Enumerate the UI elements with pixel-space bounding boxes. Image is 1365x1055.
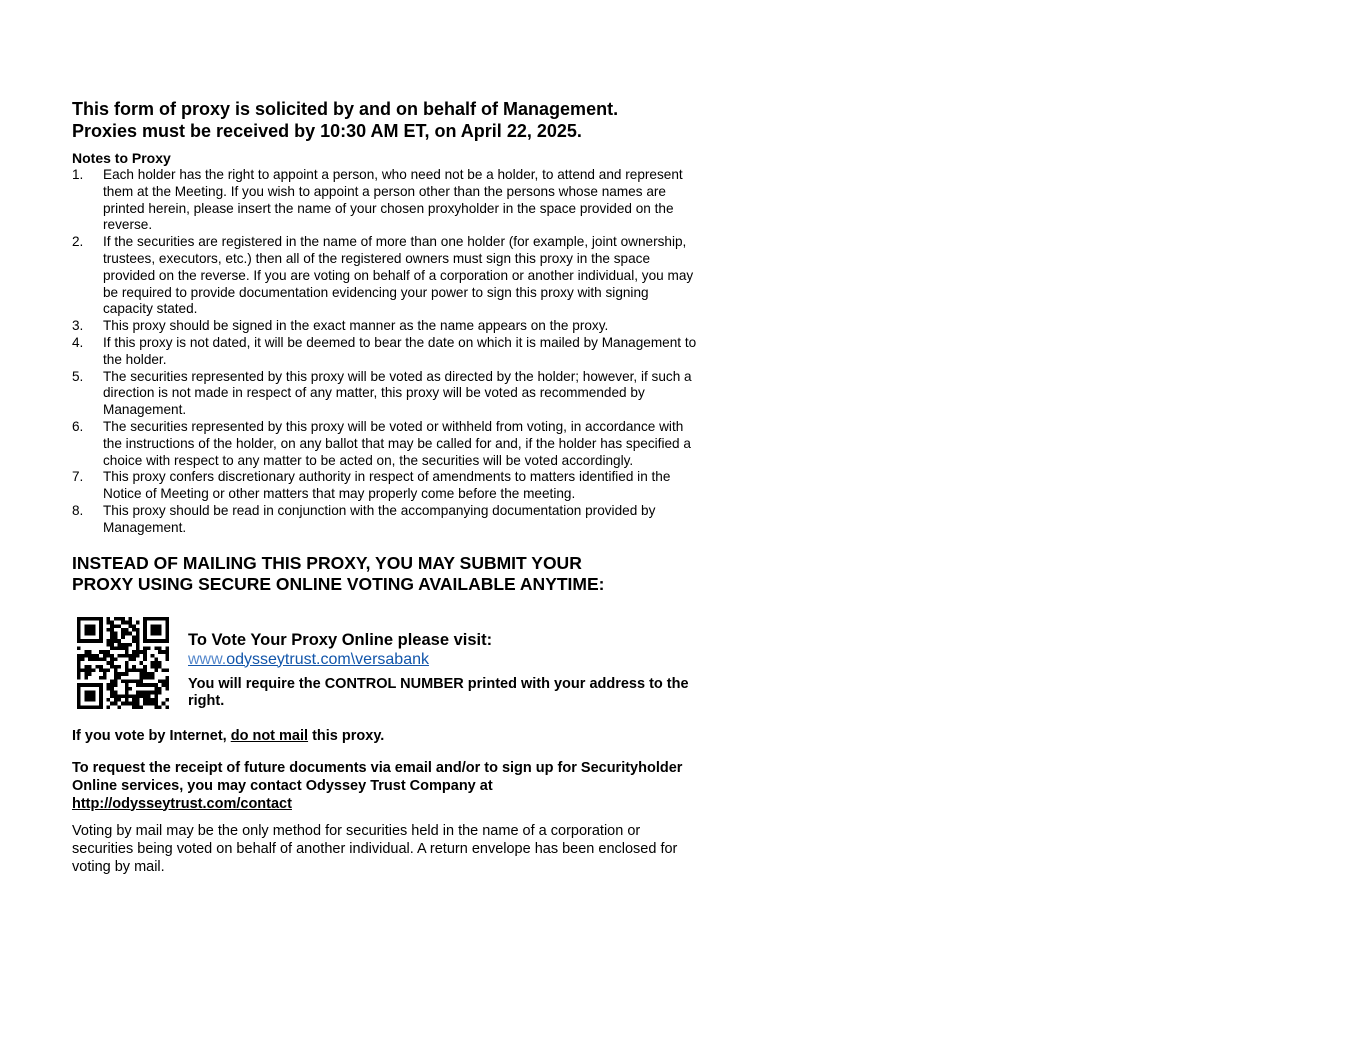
headline-solicited: This form of proxy is solicited by and on behalf of Management. [72, 99, 619, 119]
control-number-note: You will require the CONTROL NUMBER printed with your address to the right. [188, 675, 689, 710]
online-voting-link-line [188, 650, 708, 670]
note-text: The securities represented by this proxy will be voted or withheld from voting, in accordance with the instructions of the holder, on any ballot that may be called for and, if the holder has specified a choice with respect to any matter to be acted on, the securities will be voted accordingly. [103, 418, 691, 468]
note-text: Each holder has the right to appoint a person, who need not be a holder, to attend and represent them at the Meeting. If you wish to appoint a person other than the persons whose names are printed herein, please insert the name of your chosen proxyholder in the space provided on the reverse. [103, 167, 683, 233]
note-text: This proxy confers discretionary authority in respect of amendments to matters identified in the Notice of Meeting or other matters that may properly come before the meeting. [103, 469, 671, 502]
request-note-text: To request the receipt of future documents via email and/or to sign up for Securityholder Online services, you may contact Odyssey Trust Company at [72, 759, 683, 794]
proxy-form-back [72, 98, 702, 876]
internet-vote-note [72, 727, 702, 745]
notes-title: Notes to Proxy [72, 150, 171, 166]
online-voting-link-rest: odysseytrust.com\versabank [226, 650, 429, 668]
headline-deadline: Proxies must be received by 10:30 AM ET, on April 22, 2025. [72, 121, 582, 141]
note-item [72, 503, 702, 537]
online-voting-info [188, 630, 708, 711]
online-voting-headline-line1: INSTEAD OF MAILING THIS PROXY, YOU MAY SUBMIT YOUR [72, 552, 582, 573]
note-number: 2. [72, 234, 84, 250]
online-voting-block [72, 613, 702, 713]
note-text: If the securities are registered in the name of more than one holder (for example, joint ownership, trustees, executors, etc.) then all of the registered owners must sign this proxy in the space provided on the reverse. If you are voting on behalf of a corporation or another individual, you may be required to provide documentation evidencing your power to sign this proxy with signing capacity stated. [103, 234, 694, 317]
internet-note-underlined: do not mail [230, 727, 309, 744]
note-number: 1. [72, 167, 84, 182]
note-item [72, 335, 702, 369]
note-number: 6. [72, 418, 84, 434]
note-text: This proxy should be read in conjunction with the accompanying documentation provided by Management. [103, 502, 656, 535]
online-voting-title: To Vote Your Proxy Online please visit: [188, 630, 493, 649]
online-voting-headline [72, 553, 702, 595]
internet-note-before: If you vote by Internet, [72, 727, 231, 744]
note-number: 5. [72, 368, 84, 384]
note-number: 7. [72, 469, 84, 485]
notes-list [72, 167, 702, 537]
note-item [72, 369, 702, 419]
note-text: This proxy should be signed in the exact manner as the name appears on the proxy. [103, 318, 609, 334]
request-documents-note [72, 759, 702, 813]
note-item [72, 234, 702, 318]
note-text: The securities represented by this proxy will be voted as directed by the holder; however, if such a direction is not made in respect of any matter, this proxy will be voted as recommended by Management. [103, 368, 692, 418]
qr-code-icon[interactable] [77, 617, 169, 709]
online-voting-link-prefix: www. [188, 650, 227, 668]
note-item [72, 167, 702, 234]
online-voting-headline-line2: PROXY USING SECURE ONLINE VOTING AVAILABLE ANYTIME: [72, 573, 605, 594]
note-number: 8. [72, 502, 84, 518]
note-item [72, 318, 702, 335]
mail-vote-note: Voting by mail may be the only method for securities held in the name of a corporation or securities being voted on behalf of another individual. A return envelope has been enclosed for voting by mail. [72, 822, 678, 875]
note-number: 3. [72, 318, 84, 334]
note-item [72, 469, 702, 503]
online-voting-link[interactable] [188, 651, 429, 668]
note-number: 4. [72, 334, 84, 350]
note-text: If this proxy is not dated, it will be deemed to bear the date on which it is mailed by Management to the holder. [103, 334, 697, 367]
internet-note-after: this proxy. [308, 727, 385, 744]
contact-link[interactable]: http://odysseytrust.com/contact [72, 795, 292, 812]
note-item [72, 419, 702, 469]
